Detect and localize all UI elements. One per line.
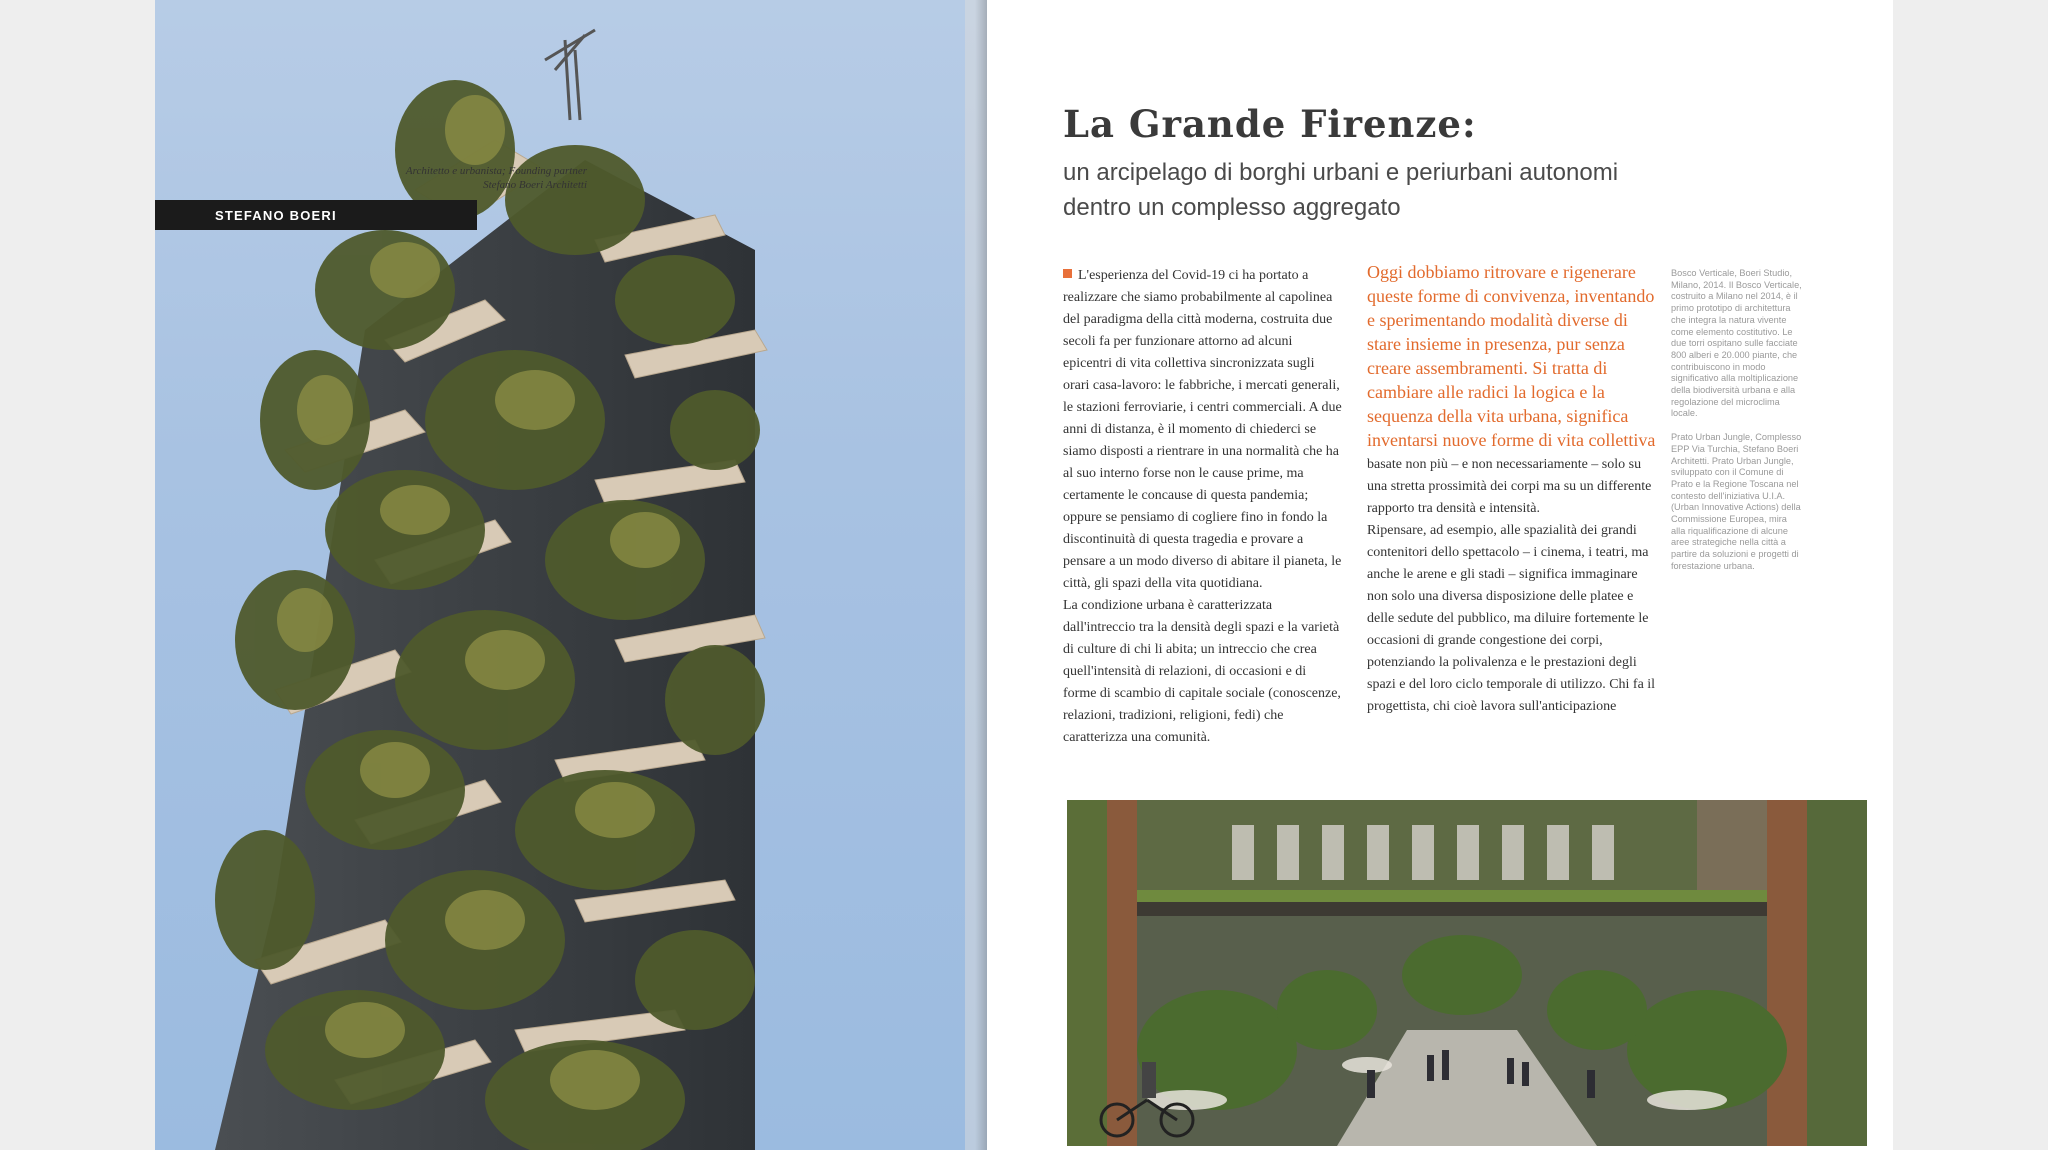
article-title: La Grande Firenze: <box>1063 102 1477 146</box>
urban-jungle-rendering <box>1067 800 1867 1146</box>
text-column-1 <box>1063 265 1343 749</box>
urban-jungle-photo <box>1067 800 1867 1146</box>
column1-paragraph: L'esperienza del Covid-19 ci ha portato a realizzare che siamo probabilmente al capolinea del paradigma della città moderna, costruita due secoli fa per funzionare attorno ad alcuni epicentri di vita collettiva sincronizzata sugli orari casa-lavoro: le fabbriche, i mercati generali, le stazioni ferroviarie, i centri commerciali. A due anni di distanza, è il momento di chiederci se siamo disposti a rientrare in una normalità che ha al suo interno forse non le cause prime, ma certamente le concause di questa pandemia; oppure se pensiamo di cogliere fino in fondo la discontinuità di questa tragedia e provare a pensare a un modo diverso di abitare il pianeta, le città, gli spazi della vita quotidiana. <box>1063 268 1342 591</box>
caption-prato-urban-jungle: Prato Urban Jungle, Complesso EPP Via Turchia, Stefano Boeri Architetti. Prato Urban Jungle, sviluppato con il Comune di Prato e la Regione Toscana nel contesto dell'iniziativa U.I.A. (Urban Innovative Actions) della Commissione Europea, mira alla riqualificazione di alcune aree strategiche nella città a partire da soluzioni e progetti di forestazione urbana. <box>1671 432 1802 571</box>
column1-paragraph-2: La condizione urbana è caratterizzata dall'intreccio tra la densità degli spazi e la varietà di culture di chi li abita; un intreccio che crea quell'intensità di relazioni, di occasioni e di forme di scambio di capitale sociale (conoscenze, relazioni, tradizioni, religioni, fedi) che caratterizza una comunità. <box>1063 598 1341 745</box>
credit-line-role: Architetto e urbanista; Founding partner <box>405 165 587 177</box>
right-page <box>987 0 1893 1150</box>
article-subtitle: un arcipelago di borghi urbani e periurbani autonomi dentro un complesso aggregato <box>1063 159 1619 221</box>
left-page-photo <box>155 0 987 1150</box>
credit-line-firm: Stefano Boeri Architetti <box>483 179 587 191</box>
crane <box>545 30 595 120</box>
author-bar <box>155 200 477 230</box>
author-name: STEFANO BOERI <box>215 208 337 223</box>
orange-square-bullet-icon <box>1063 269 1072 278</box>
caption-bosco-verticale: Bosco Verticale, Boeri Studio, Milano, 2014. Il Bosco Verticale, costruito a Milano nel 2014, è il primo prototipo di architettura che integra la natura vivente come elemento costitutivo. Le due torri ospitano sulle facciate 800 alberi e 20.000 piante, che contribuiscono in modo significativo alla moltiplicazione della biodiversità urbana e alla regolazione del microclima locale. <box>1671 268 1802 419</box>
pull-quote: Oggi dobbiamo ritrovare e rigenerare queste forme di convivenza, inventando e sperimentando modalità diverse di stare insieme in presenza, pur senza creare assembramenti. Si tratta di cambiare alle radici la logica e la sequenza della vita urbana, significa inventarsi nuove forme di vita collettiva <box>1367 262 1656 450</box>
text-column-2 <box>1367 262 1657 718</box>
pull-quote-continuation: basate non più – e non necessariamente – solo su una stretta prossimità dei corpi ma su un differente rapporto tra densità e intensità. <box>1367 457 1652 516</box>
photo-captions <box>1671 268 1803 585</box>
author-credit <box>287 164 587 192</box>
column2-paragraph-2: Ripensare, ad esempio, alle spazialità dei grandi contenitori dello spettacolo – i cinema, i teatri, ma anche le arene e gli stadi – significa immaginare non solo una diversa disposizione delle platee e delle sedute del pubblico, ma diluire fortemente le occasioni di grande congestione dei corpi, potenziando la polivalenza e le prestazioni degli spazi e del loro ciclo temporale di utilizzo. Chi fa il progettista, chi cioè lavora sull'anticipazione <box>1367 523 1656 714</box>
